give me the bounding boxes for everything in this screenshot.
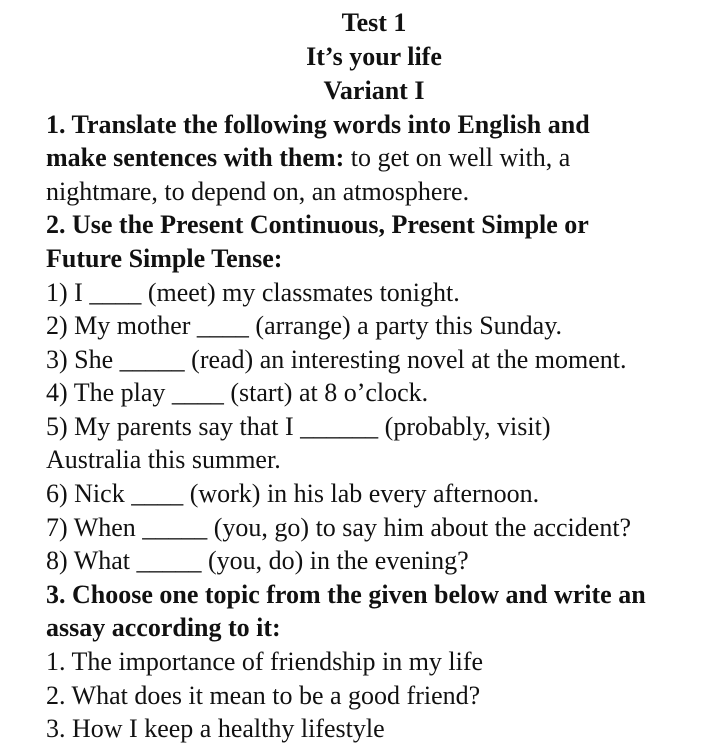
task2-heading-line2: Future Simple Tense: (46, 244, 283, 273)
test-subtitle: It’s your life (306, 42, 442, 71)
task3-topic-2: 2. What does it mean to be a good friend? (46, 681, 481, 710)
task2-item-8: 8) What _____ (you, do) in the evening? (46, 546, 469, 575)
variant-label: Variant I (323, 76, 425, 105)
task2-item-4: 4) The play ____ (start) at 8 o’clock. (46, 378, 429, 407)
task3-topic-1: 1. The importance of friendship in my life (46, 647, 484, 676)
task3-topic-3: 3. How I keep a healthy lifestyle (46, 714, 385, 743)
task1-heading-line1: 1. Translate the following words into English and (46, 110, 590, 139)
task2-item-3: 3) She _____ (read) an interesting novel at the moment. (46, 345, 627, 374)
task1-heading-bold: make sentences with them: (46, 143, 345, 172)
task2-item-7: 7) When _____ (you, go) to say him about the accident? (46, 513, 632, 542)
task2-item-5: 5) My parents say that I ______ (probably, visit) (46, 412, 551, 441)
task2-item-1: 1) I ____ (meet) my classmates tonight. (46, 278, 460, 307)
task3-heading-line2: assay according to it: (46, 613, 281, 642)
task2-item-5-cont: Australia this summer. (46, 445, 281, 474)
task2-item-2: 2) My mother ____ (arrange) a party this Sunday. (46, 311, 563, 340)
task1-word-list-cont: nightmare, to depend on, an atmosphere. (46, 177, 470, 206)
task2-item-6: 6) Nick ____ (work) in his lab every afternoon. (46, 479, 540, 508)
task2-heading-line1: 2. Use the Present Continuous, Present Simple or (46, 210, 589, 239)
task1-word-list: to get on well with, a (344, 143, 571, 172)
test-title: Test 1 (341, 8, 407, 37)
task3-heading-line1: 3. Choose one topic from the given below and write an (46, 580, 646, 609)
task1-heading-line2 (46, 141, 570, 175)
